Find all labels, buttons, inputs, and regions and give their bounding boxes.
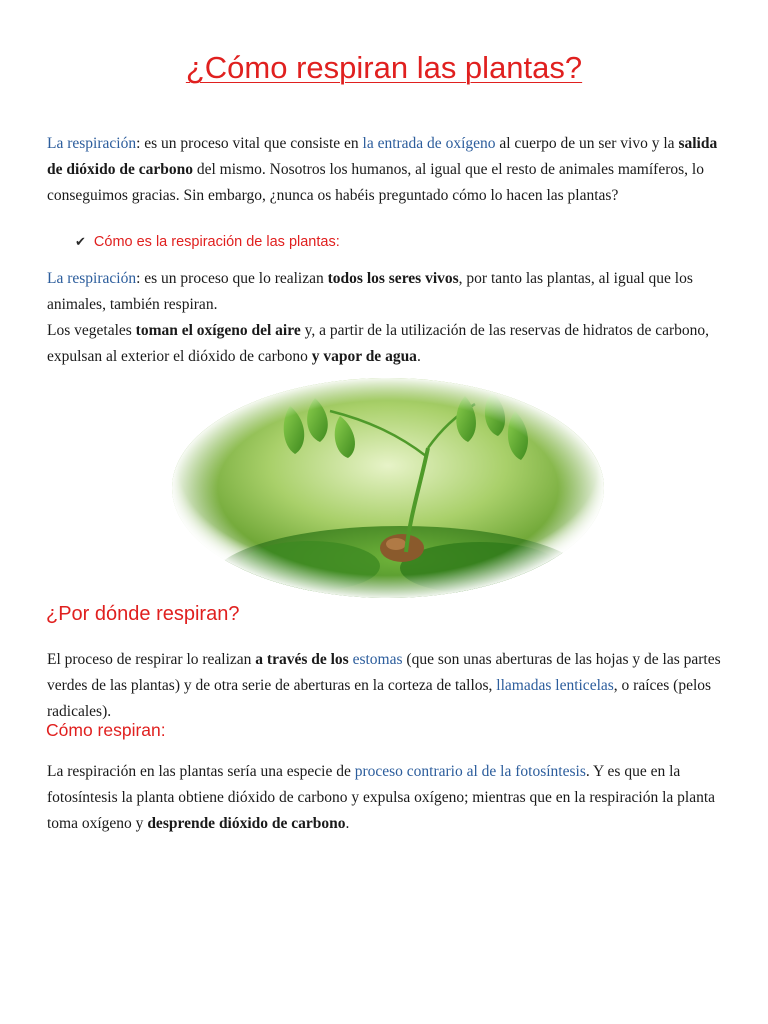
term-lenticelas: llamadas lenticelas (496, 677, 614, 694)
text-run: : es un proceso vital que consiste en (136, 135, 363, 152)
term-vapor-agua: y vapor de agua (311, 348, 417, 365)
text-run: . (416, 348, 421, 365)
text-run: El proceso de respirar lo realizan (47, 651, 256, 668)
term-respiracion: La respiración (47, 135, 137, 152)
heading-como-respiran: Cómo respiran: (46, 720, 166, 740)
term-seres-vivos: todos los seres vivos (327, 270, 459, 287)
text-run: y, a partir de la utilización de las reservas de hidratos de carbono, expulsan al exterior el dióxido de carbono (47, 322, 709, 365)
term-salida-dioxido: salida de dióxido de carbono (47, 135, 718, 178)
section1-paragraph (47, 266, 727, 370)
text-run: , por tanto las plantas, al igual que los animales, también respiran. (47, 270, 693, 313)
section3-paragraph (47, 759, 727, 837)
text-run: : es un proceso que lo realizan (136, 270, 328, 287)
text-run: Los vegetales (47, 322, 136, 339)
text-run: La respiración en las plantas sería una especie de (47, 763, 355, 780)
checklist-item (75, 229, 340, 255)
text-run: al cuerpo de un ser vivo y la (495, 135, 679, 152)
heading-por-donde-respiran: ¿Por dónde respiran? (46, 603, 240, 625)
checkmark-icon: ✔ (75, 234, 86, 249)
term-entrada-oxigeno: la entrada de oxígeno (362, 135, 496, 152)
text-run: , o raíces (pelos radicales). (47, 677, 712, 720)
checklist-label: Cómo es la respiración de las plantas: (93, 234, 340, 250)
term-proceso-contrario: proceso contrario al de la fotosíntesis (354, 763, 586, 780)
term-respiracion: La respiración (47, 270, 137, 287)
page-title: ¿Cómo respiran las plantas? (185, 50, 583, 85)
section2-paragraph (47, 647, 727, 725)
text-run: del mismo. Nosotros los humanos, al igual que el resto de animales mamíferos, lo conseguimos gracias. Sin embargo, ¿nunca os habéis preguntado cómo lo hacen las plantas? (47, 161, 704, 204)
intro-paragraph (47, 131, 727, 209)
text-run: . (345, 815, 350, 832)
term-a-traves: a través de los (255, 651, 349, 668)
text-run: (que son unas aberturas de las hojas y de las partes verdes de las plantas) y de otra serie de aberturas en la corteza de tallos, (47, 651, 721, 694)
text-run: . Y es que en la fotosíntesis la planta obtiene dióxido de carbono y expulsa oxígeno; mientras que en la respiración la planta toma oxígeno y (47, 763, 716, 832)
term-desprende-dioxido: desprende dióxido de carbono (147, 815, 346, 832)
term-oxigeno-aire: toman el oxígeno del aire (135, 322, 301, 339)
sprouting-plant-image (170, 376, 606, 600)
term-estomas: estomas (352, 651, 403, 668)
